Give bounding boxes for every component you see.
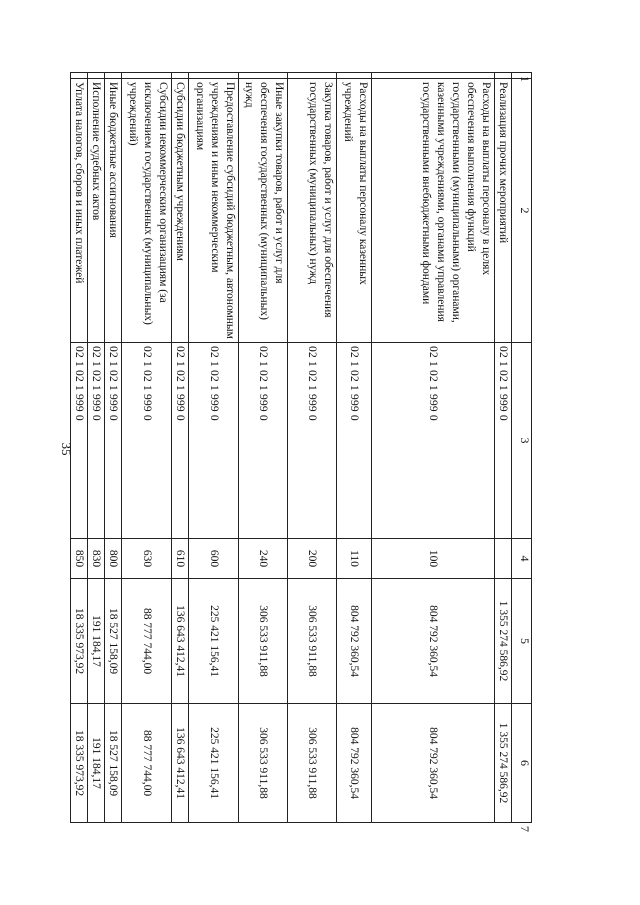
page-number: 35 [59, 442, 74, 456]
row-kvr-cell: 200 [288, 539, 337, 579]
row-sum5-cell: 804 792 360,54 [337, 579, 372, 704]
row-code-cell: 02 1 02 1 999 0 [189, 343, 239, 539]
row-sum5-cell: 306 533 911,88 [239, 579, 288, 704]
row-sum5-cell: 191 184,17 [88, 579, 105, 704]
row-code-cell: 02 1 02 1 999 0 [372, 343, 495, 539]
row-sum5-cell: 225 421 156,41 [189, 579, 239, 704]
row-code-cell: 02 1 02 1 999 0 [105, 343, 122, 539]
row-name-cell: Расходы на выплаты персоналу в целях обеспечения выполнения функций государственными (муниципальными) органами, казенными учреждениями, органами управления государственными внебюджетными фондами [372, 79, 495, 343]
row-sum6-cell: 18 527 158,09 [105, 704, 122, 823]
row-code-cell: 02 1 02 1 999 0 [239, 343, 288, 539]
row-sum5-cell: 136 643 412,41 [172, 579, 189, 704]
row-kvr-cell: 850 [71, 539, 88, 579]
table-row [172, 73, 189, 823]
row-code-cell: 02 1 02 1 999 0 [88, 343, 105, 539]
table-row [337, 73, 372, 823]
row-sum6-cell: 136 643 412,41 [172, 704, 189, 823]
row-sum5-cell: 1 355 274 586,92 [495, 579, 512, 704]
row-name-cell: Расходы на выплаты персоналу казенных учреждений [337, 79, 372, 343]
row-name-cell: Иные закупки товаров, работ и услуг для обеспечения государственных (муниципальных) нужд [239, 79, 288, 343]
row-name-cell: Закупка товаров, работ и услуг для обеспечения государственных (муниципальных) нужд [288, 79, 337, 343]
table-row [71, 73, 88, 823]
row-sum6-cell: 804 792 360,54 [372, 704, 495, 823]
row-kvr-cell: 610 [172, 539, 189, 579]
row-name-cell: Субсидии бюджетным учреждениям [172, 79, 189, 343]
row-sum6-cell: 1 355 274 586,92 [495, 704, 512, 823]
row-sum5-cell: 18 335 973,92 [71, 579, 88, 704]
row-sum5-cell: 306 533 911,88 [288, 579, 337, 704]
header-cell: 2 [512, 79, 532, 343]
table-row [495, 73, 512, 823]
table-row [288, 73, 337, 823]
row-sum6-cell: 88 777 744,00 [122, 704, 172, 823]
header-cell: 1 [512, 73, 532, 79]
row-kvr-cell: 240 [239, 539, 288, 579]
row-name-cell: Иные бюджетные ассигнования [105, 79, 122, 343]
row-sum6-cell: 804 792 360,54 [337, 704, 372, 823]
header-cell: 3 [512, 343, 532, 539]
row-kvr-cell: 110 [337, 539, 372, 579]
row-kvr-cell [495, 539, 512, 579]
row-code-cell: 02 1 02 1 999 0 [288, 343, 337, 539]
row-sum6-cell: 191 184,17 [88, 704, 105, 823]
row-kvr-cell: 600 [189, 539, 239, 579]
row-sum6-cell: 306 533 911,88 [239, 704, 288, 823]
row-sum5-cell: 88 777 744,00 [122, 579, 172, 704]
table-row [372, 73, 495, 823]
rotated-table-wrapper [70, 72, 532, 832]
row-code-cell: 02 1 02 1 999 0 [122, 343, 172, 539]
header-cell: 6 [512, 704, 532, 823]
row-name-cell: Предоставление субсидий бюджетным, автономным учреждениям и иным некоммерческим организациям [189, 79, 239, 343]
row-kvr-cell: 630 [122, 539, 172, 579]
header-row: 1 2 3 4 5 6 7 [512, 73, 532, 823]
row-code-cell: 02 1 02 1 999 0 [71, 343, 88, 539]
row-name-cell: Реализация прочих мероприятий [495, 79, 512, 343]
row-kvr-cell: 830 [88, 539, 105, 579]
row-sum5-cell: 18 527 158,09 [105, 579, 122, 704]
table-row [122, 73, 172, 823]
table-row [105, 73, 122, 823]
table-row [88, 73, 105, 823]
row-kvr-cell: 100 [372, 539, 495, 579]
row-sum6-cell: 18 335 973,92 [71, 704, 88, 823]
row-sum6-cell: 306 533 911,88 [288, 704, 337, 823]
table-row [239, 73, 288, 823]
header-cell: 4 [512, 539, 532, 579]
budget-table [70, 72, 532, 832]
table-row [189, 73, 239, 823]
row-code-cell: 02 1 02 1 999 0 [495, 343, 512, 539]
row-name-cell: Исполнение судебных актов [88, 79, 105, 343]
row-sum5-cell: 804 792 360,54 [372, 579, 495, 704]
row-name-cell: Уплата налогов, сборов и иных платежей [71, 79, 88, 343]
row-name-cell: Субсидии некоммерческим организациям (за исключением государственных (муниципальных) учреждений) [122, 79, 172, 343]
row-kvr-cell: 800 [105, 539, 122, 579]
row-sum6-cell: 225 421 156,41 [189, 704, 239, 823]
row-code-cell: 02 1 02 1 999 0 [337, 343, 372, 539]
row-code-cell: 02 1 02 1 999 0 [172, 343, 189, 539]
header-cell: 5 [512, 579, 532, 704]
